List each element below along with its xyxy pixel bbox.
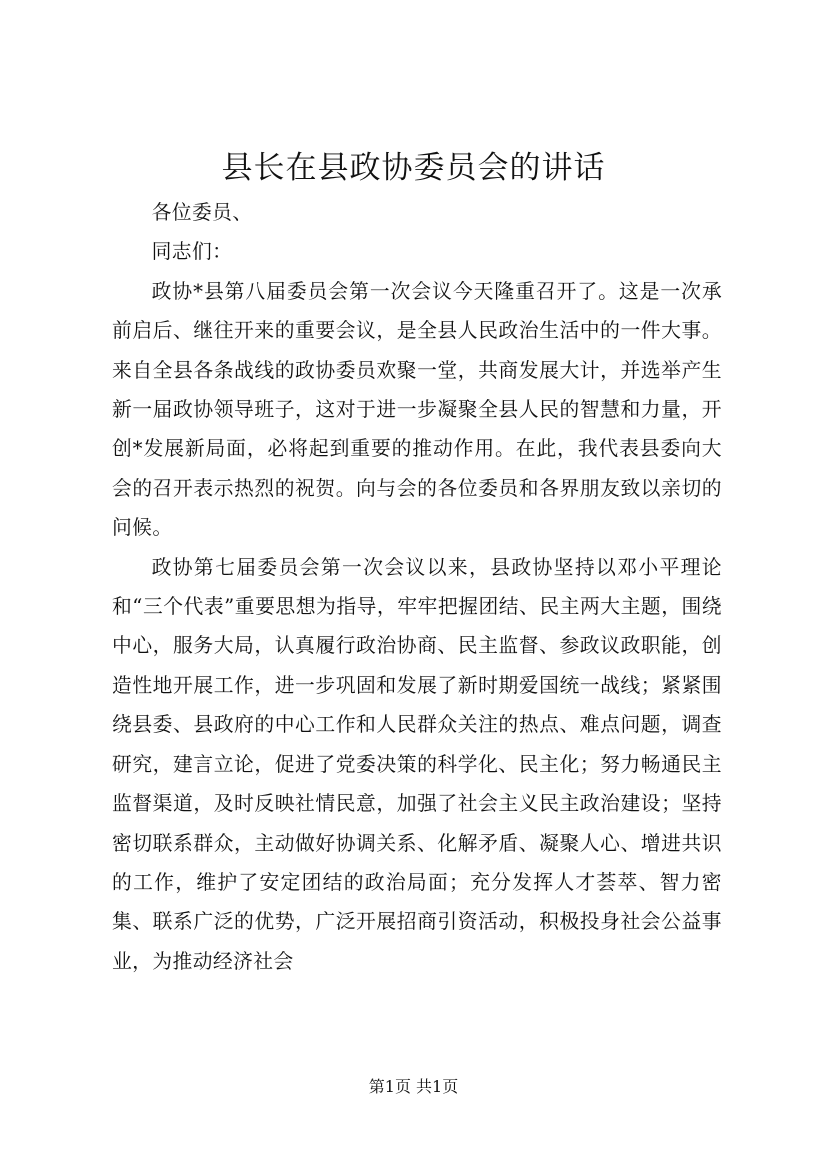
document-body bbox=[112, 193, 722, 981]
document-title: 县长在县政协委员会的讲话 bbox=[221, 150, 606, 186]
salutation-line: 各位委员、 bbox=[151, 201, 253, 224]
body-paragraph: 政协*县第八届委员会第一次会议今天隆重召开了。这是一次承前启后、继往开来的重要会议，是全县人民政治生活中的一件大事。来自全县各条战线的政协委员欢聚一堂，共商发展大计，并选举产生新一届政协领导班子，这对于进一步凝聚全县人民的智慧和力量，开创*发展新局面，必将起到重要的推动作用。在此，我代表县委向大会的召开表示热烈的祝贺。向与会的各位委员和各界朋友致以亲切的问候。 bbox=[112, 279, 722, 540]
body-paragraph: 政协第七届委员会第一次会议以来，县政协坚持以邓小平理论和“三个代表”重要思想为指导，牢牢把握团结、民主两大主题，围绕中心，服务大局，认真履行政治协商、民主监督、参政议政职能，创造性地开展工作，进一步巩固和发展了新时期爱国统一战线；紧紧围绕县委、县政府的中心工作和人民群众关注的热点、难点问题，调查研究，建言立论，促进了党委决策的科学化、民主化；努力畅通民主监督渠道，及时反映社情民意，加强了社会主义民主政治建设；坚持密切联系群众，主动做好协调关系、化解矛盾、凝聚人心、增进共识的工作，维护了安定团结的政治局面；充分发挥人才荟萃、智力密集、联系广泛的优势，广泛开展招商引资活动，积极投身社会公益事业，为推动经济社会 bbox=[112, 555, 722, 973]
salutation-line: 同志们： bbox=[151, 240, 233, 264]
page-number-footer: 第1页 共1页 bbox=[368, 1077, 459, 1096]
